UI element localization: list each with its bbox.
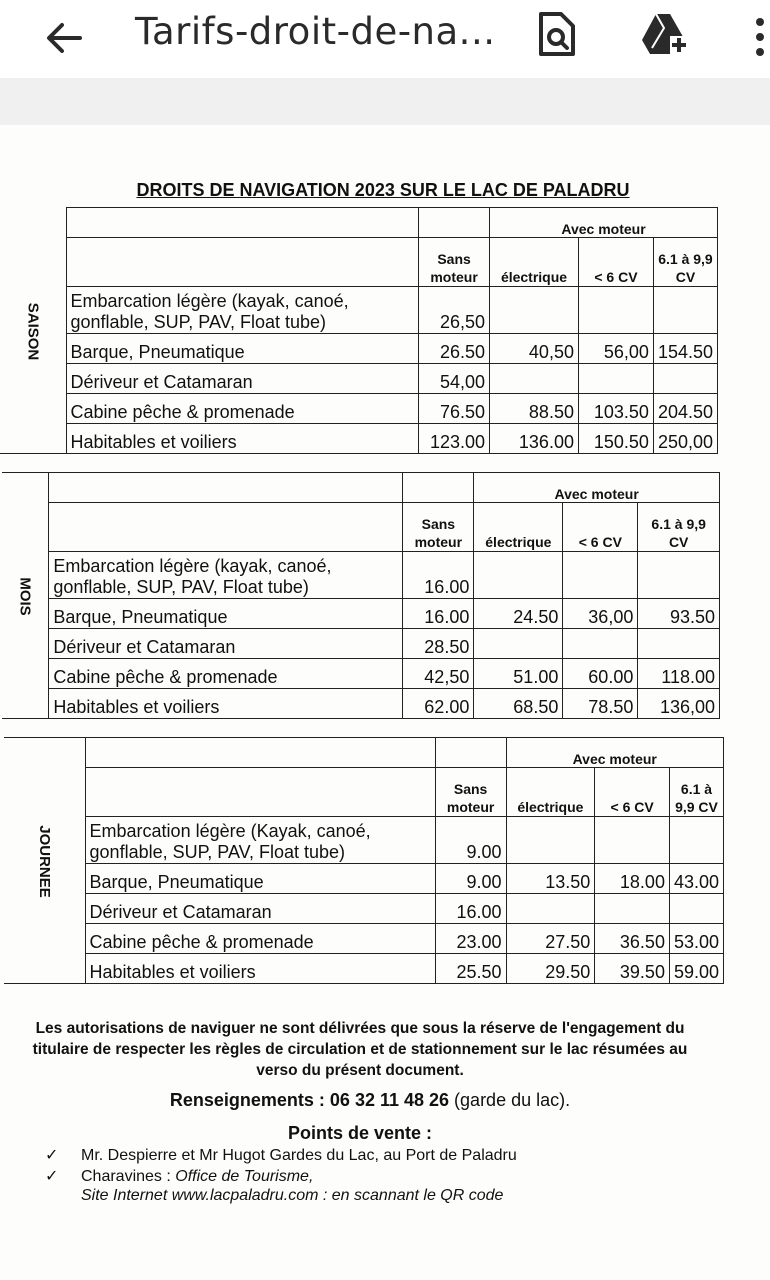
table-row: Cabine pêche & promenade 76.50 88.50 103.50 204.50	[0, 394, 718, 424]
table-row: Dériveur et Catamaran 28.50	[2, 629, 720, 659]
table-row: Dériveur et Catamaran 16.00	[4, 894, 724, 924]
table-row: Barque, Pneumatique 16.00 24.50 36,00 93.50	[2, 599, 720, 629]
list-item: ✓ Mr. Despierre et Mr Hugot Gardes du Lac, au Port de Paladru	[45, 1147, 517, 1164]
table-row: Embarcation légère (kayak, canoé, gonflable, SUP, PAV, Float tube) 16.00	[2, 552, 720, 599]
header-avec-moteur: Avec moteur	[490, 208, 718, 238]
document-title: Tarifs-droit-de-na...	[135, 10, 496, 53]
back-arrow-icon[interactable]	[40, 14, 88, 62]
table-row: Habitables et voiliers 123.00 136.00 150.50 250,00	[0, 424, 718, 454]
table-row: Habitables et voiliers 25.50 29.50 39.50 59.00	[4, 954, 724, 984]
points-de-vente-title: Points de vente :	[287, 1123, 433, 1143]
drive-add-icon[interactable]	[640, 10, 688, 58]
table-row: Barque, Pneumatique 26.50 40,50 56,00 154.50	[0, 334, 718, 364]
period-label: JOURNEE	[4, 738, 85, 984]
period-label: SAISON	[0, 208, 66, 454]
tariff-table-mois: MOIS Avec moteur Sans moteur électrique < 6 CV 6.1 à 9,9 CV Embarcation légère (kayak, canoé, gonflable, SUP, PAV, Float tube) 16.00 Barque, Pneumatique 16.00 24.50 36,00 93.50 Dériveur et Catamaran 28.50 Cabine pêche & promenade 42,50 51.00 60.00 118.00 Habitables et voiliers 62.00 68.50 78.50 136,00	[2, 472, 720, 719]
period-label: MOIS	[2, 473, 49, 719]
pdf-heading: DROITS DE NAVIGATION 2023 SUR LE LAC DE PALADRU	[136, 180, 630, 200]
tariff-table-saison: SAISON Avec moteur Sans moteur électrique < 6 CV 6.1 à 9,9 CV Embarcation légère (kayak, canoé, gonflable, SUP, PAV, Float tube) 26,50 Barque, Pneumatique 26.50 40,50 56,00 154.50 Dériveur et Catamaran 54,00 Cabine pêche & promenade 76.50 88.50 103.50 204.50 Habitables et voiliers 123.00 136.00 150.50 250,00	[0, 207, 718, 454]
list-item: ✓ Charavines : Office de Tourisme,	[45, 1168, 314, 1185]
toolbar-separator	[0, 78, 770, 125]
notice-text: Les autorisations de naviguer ne sont délivrées que sous la réserve de l'engagement du titulaire de respecter les règles de circulation et de stationnement sur le lac résumées au verso du présent document.	[32, 1020, 688, 1079]
tariff-table-journee: JOURNEE Avec moteur Sans moteur électrique < 6 CV 6.1 à 9,9 CV Embarcation légère (Kayak, canoé, gonflable, SUP, PAV, Float tube) 9.00 Barque, Pneumatique 9.00 13.50 18.00 43.00 Dériveur et Catamaran 16.00 Cabine pêche & promenade 23.00 27.50 36.50 53.00 Habitables et voiliers 25.50 29.50 39.50 59.00	[4, 737, 724, 984]
table-row: Habitables et voiliers 62.00 68.50 78.50 136,00	[2, 689, 720, 719]
table-row: Embarcation légère (Kayak, canoé, gonflable, SUP, PAV, Float tube) 9.00	[4, 817, 724, 864]
check-icon: ✓	[45, 1168, 59, 1185]
more-vert-icon[interactable]	[740, 10, 770, 58]
app-bar	[0, 0, 770, 78]
search-document-icon[interactable]	[533, 10, 581, 58]
table-row: Barque, Pneumatique 9.00 13.50 18.00 43.00	[4, 864, 724, 894]
contact-line: Renseignements : 06 32 11 48 26 (garde du lac).	[169, 1090, 571, 1110]
website-line: Site Internet www.lacpaladru.com : en scannant le QR code	[81, 1187, 504, 1204]
table-row: Cabine pêche & promenade 23.00 27.50 36.50 53.00	[4, 924, 724, 954]
table-row: Cabine pêche & promenade 42,50 51.00 60.00 118.00	[2, 659, 720, 689]
check-icon: ✓	[45, 1147, 59, 1164]
table-row: Embarcation légère (kayak, canoé, gonflable, SUP, PAV, Float tube) 26,50	[0, 287, 718, 334]
table-row: Dériveur et Catamaran 54,00	[0, 364, 718, 394]
